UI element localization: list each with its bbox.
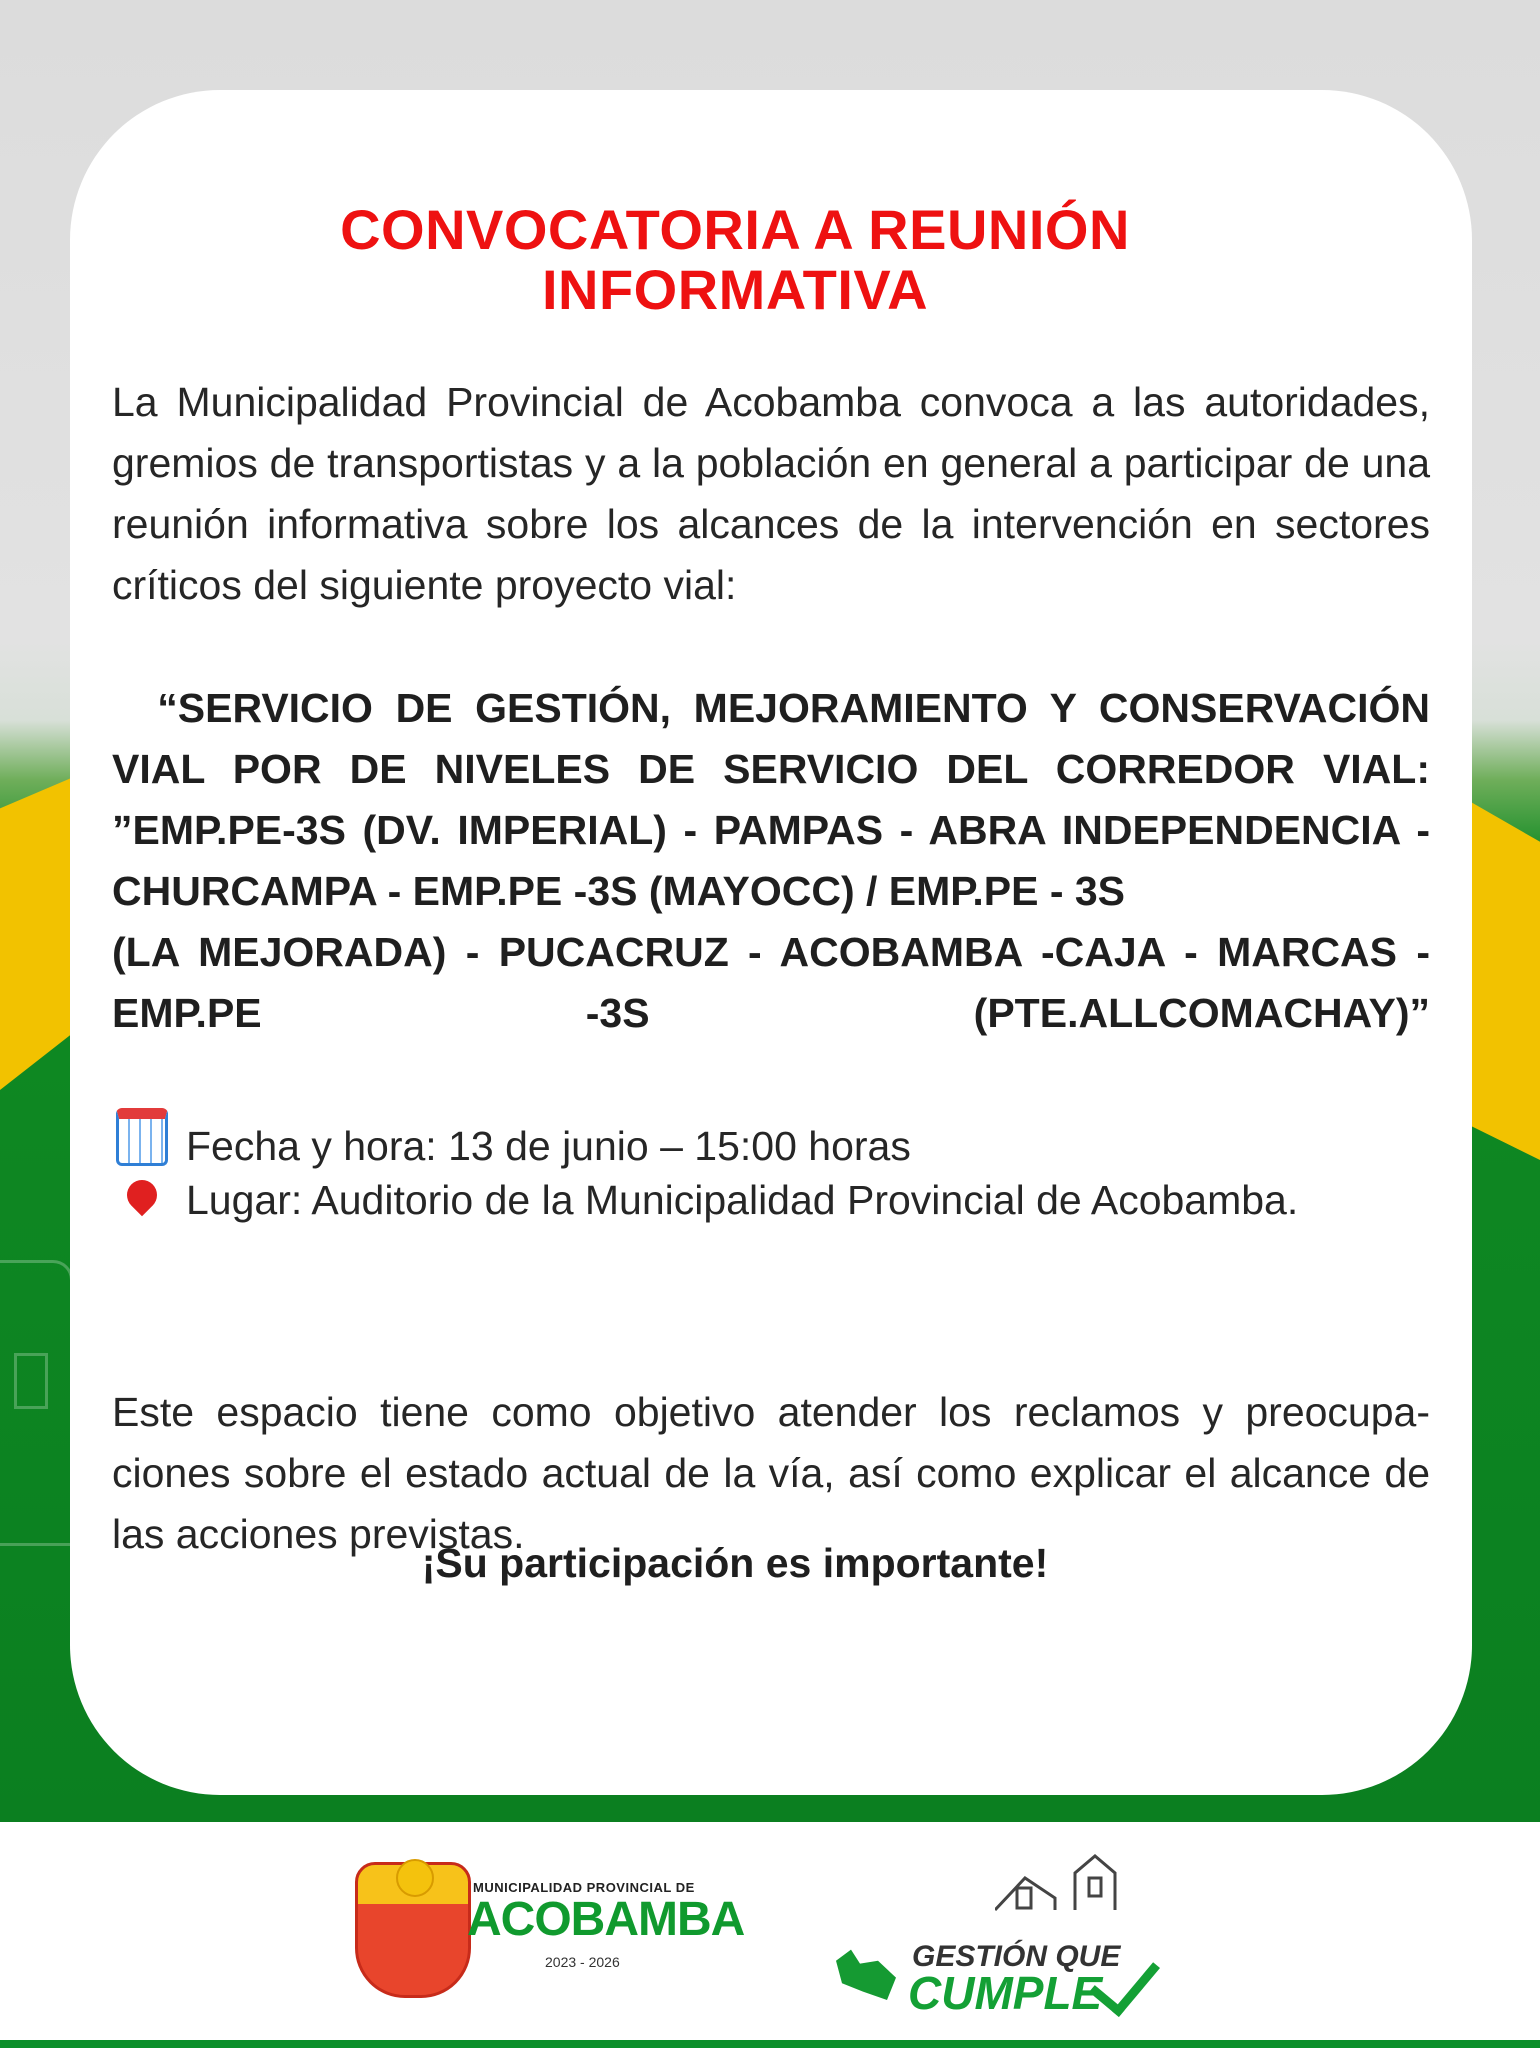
muni-name: ACOBAMBA xyxy=(467,1893,745,1946)
building-silhouette xyxy=(0,1260,73,1546)
purpose-paragraph: Este espacio tiene como objetivo atender los reclamos y preocupa-ciones sobre el estado actual de la vía, así como explicar el alcance de las acciones previstas. xyxy=(112,1389,1430,1557)
page-title xyxy=(70,200,1400,320)
slogan-big: CUMPLE xyxy=(908,1967,1103,2019)
calendar-icon xyxy=(112,1108,172,1177)
title-line-1: CONVOCATORIA A REUNIÓN xyxy=(340,198,1130,261)
gestion-que-cumple-logo xyxy=(830,1848,1170,2019)
place-text: Lugar: Auditorio de la Municipalidad Provincial de Acobamba. xyxy=(186,1177,1299,1223)
announcement-card xyxy=(70,90,1472,1795)
muni-years: 2023 - 2026 xyxy=(545,1954,620,1970)
slogan-small: GESTIÓN QUE xyxy=(912,1940,1121,1973)
closing-text: ¡Su participación es importante! xyxy=(421,1540,1049,1586)
project-line-2: (LA MEJORADA) - PUCACRUZ - ACOBAMBA -CAJA - MARCAS - EMP.PE -3S (PTE.ALLCOMACHAY)” xyxy=(112,929,1430,1036)
muni-small-text: MUNICIPALIDAD PROVINCIAL DE xyxy=(473,1880,695,1895)
region-map-icon xyxy=(836,1944,896,2000)
title-line-2: INFORMATIVA xyxy=(541,258,929,321)
intro-paragraph: La Municipalidad Provincial de Acobamba convoca a las autoridades, gremios de transportistas y a la población en general a participar de una reunión informativa sobre los alcances de la intervención en sectores críticos del siguiente proyecto vial: xyxy=(112,379,1430,608)
municipality-logo xyxy=(355,1862,745,2002)
footer xyxy=(0,1822,1540,2048)
project-name xyxy=(112,678,1430,1044)
project-line-1: “SERVICIO DE GESTIÓN, MEJORAMIENTO Y CONSERVACIÓN VIAL POR DE NIVELES DE SERVICIO DEL CORREDOR VIAL: ”EMP.PE-3S (DV. IMPERIAL) - PAMPAS - ABRA INDEPENDENCIA - CHURCAMPA - EMP.PE -3S (MAYOCC) / EMP.PE - 3S xyxy=(112,685,1430,914)
pin-icon xyxy=(112,1170,172,1231)
place-row xyxy=(112,1170,1430,1231)
crest-icon xyxy=(355,1862,471,1998)
date-text: Fecha y hora: 13 de junio – 15:00 horas xyxy=(186,1123,911,1169)
date-row xyxy=(112,1108,1430,1177)
building-outline-icon xyxy=(995,1848,1135,1918)
footer-line xyxy=(0,2040,1540,2048)
